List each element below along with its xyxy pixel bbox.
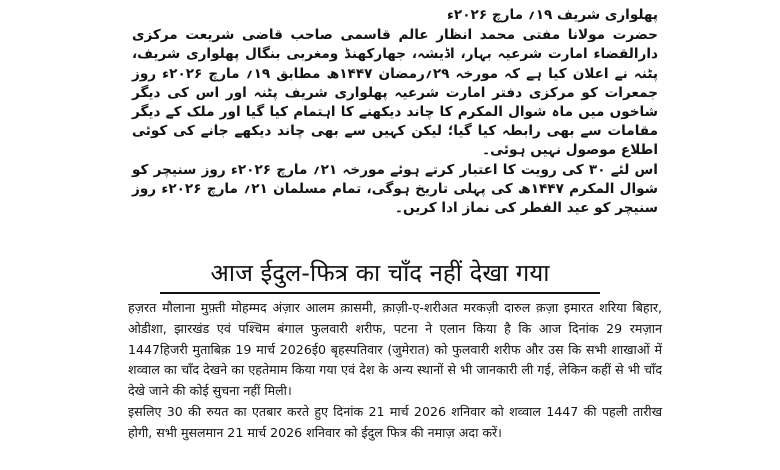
hindi-announcement xyxy=(128,298,662,444)
hindi-headline-box xyxy=(160,256,600,294)
urdu-announcement xyxy=(132,6,658,218)
urdu-paragraph-2: اس لئے ۳۰ کی رویت کا اعتبار کرتے ہوئے مورخہ ۲۱؍ مارچ ۲۰۲۶ء روز سنیچر کو شوال المکرم ۱۴۴۷ھ کی پہلی تاریخ ہوگی، تمام مسلمان ۲۱؍ مارچ ۲۰۲۶ء روز سنیچر کو عید الفطر کی نماز ادا کریں۔ xyxy=(132,161,658,217)
hindi-headline: आज ईदुल-फित्र का चाँद नहीं देखा गया xyxy=(210,259,550,287)
urdu-dateline: پھلواری شریف ۱۹؍ مارچ ۲۰۲۶ء xyxy=(446,7,658,23)
urdu-paragraph-1: حضرت مولانا مفتی محمد انظار عالم قاسمی صاحب قاضی شریعت مرکزی دارالقضاء امارت شرعیہ بہار، اڈیشہ، جھارکھنڈ ومغربی بنگال پھلواری شریف، پٹنہ نے اعلان کیا ہے کہ مورخہ ۲۹؍رمضان ۱۴۴۷ھ مطابق ۱۹؍ مارچ ۲۰۲۶ء روز جمعرات کو مرکزی دفتر امارت شرعیہ پھلواری شریف پٹنہ اور اس کی دیگر شاخوں میں ماہ شوال المکرم کا چاند دیکھنے کا اہتمام کیا گیا اور ملک کے دیگر مقامات سے بھی رابطہ کیا گیا؛ لیکن کہیں سے بھی چاند دیکھے جانے کی کوئی اطلاع موصول نہیں ہوئی۔ xyxy=(132,27,658,159)
hindi-paragraph-2: इसलिए 30 की रुयत का एतबार करते हुए दिनांक 21 मार्च 2026 शनिवार को शव्वाल 1447 की पहली तारीख होगी, सभी मुसलमान 21 मार्च 2026 शनिवार को ईदुल फित्र की नमाज़ अदा करें। xyxy=(128,403,662,440)
hindi-paragraph-1: हज़रत मौलाना मुफ़्ती मोहम्मद अंज़ार आलम क़ासमी, क़ाज़ी-ए-शरीअत मरकज़ी दारुल क़ज़ा इमारत शरिया बिहार, ओडीशा, झारखंड एवं पश्चिम बंगाल फुलवारी शरीफ, पटना ने एलान किया है कि आज दिनांक 29 रमज़ान 1447हिजरी मुताबिक़ 19 मार्च 2026ई0 बृहस्पतिवार (जुमेरात) को फुलवारी शरीफ और उस कि सभी शाखाओं में शव्वाल का चाँद देखने का एहतेमाम किया गया एवं देश के अन्य स्थानों से भी जानकारी ली गई, लेकिन कहीं से भी चाँद देखे जाने की कोई सुचना नहीं मिली। xyxy=(128,300,662,399)
